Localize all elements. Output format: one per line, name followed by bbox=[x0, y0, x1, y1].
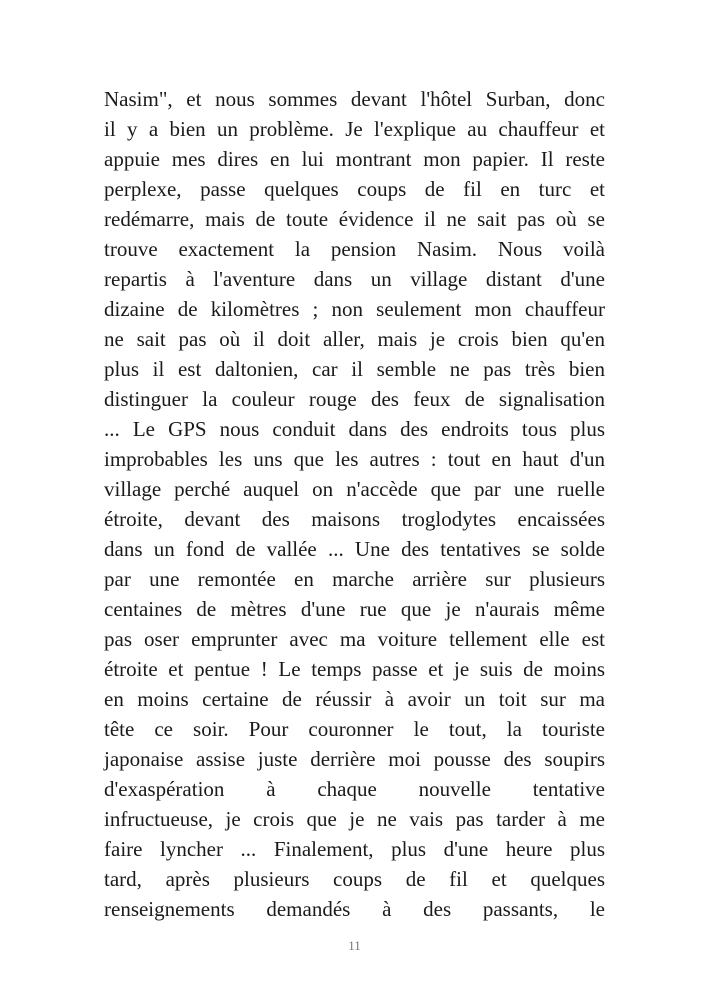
text-line: dizaine de kilomètres ; non seulement mon chauffeur bbox=[104, 297, 605, 321]
text-line: en moins certaine de réussir à avoir un toit sur ma bbox=[104, 687, 605, 711]
text-line: japonaise assise juste derrière moi pousse des soupirs bbox=[104, 747, 605, 771]
text-line: faire lyncher ... Finalement, plus d'une heure plus bbox=[104, 837, 605, 861]
text-line: étroite et pentue ! Le temps passe et je suis de moins bbox=[104, 657, 605, 681]
text-line: improbables les uns que les autres : tout en haut d'un bbox=[104, 447, 605, 471]
body-text bbox=[104, 84, 605, 924]
text-line: plus il est daltonien, car il semble ne pas très bien bbox=[104, 357, 605, 381]
text-line: dans un fond de vallée ... Une des tentatives se solde bbox=[104, 537, 605, 561]
text-line: tard, après plusieurs coups de fil et quelques bbox=[104, 867, 605, 891]
text-line: centaines de mètres d'une rue que je n'aurais même bbox=[104, 597, 605, 621]
text-line: infructueuse, je crois que je ne vais pas tarder à me bbox=[104, 807, 605, 831]
text-line: distinguer la couleur rouge des feux de signalisation bbox=[104, 387, 605, 411]
text-line: ne sait pas où il doit aller, mais je crois bien qu'en bbox=[104, 327, 605, 351]
text-line: Nasim", et nous sommes devant l'hôtel Surban, donc bbox=[104, 87, 605, 111]
text-line: ... Le GPS nous conduit dans des endroits tous plus bbox=[104, 417, 605, 441]
text-line: appuie mes dires en lui montrant mon papier. Il reste bbox=[104, 147, 605, 171]
text-line: il y a bien un problème. Je l'explique au chauffeur et bbox=[104, 117, 605, 141]
text-line: perplexe, passe quelques coups de fil en turc et bbox=[104, 177, 605, 201]
text-line: par une remontée en marche arrière sur plusieurs bbox=[104, 567, 605, 591]
text-line: étroite, devant des maisons troglodytes encaissées bbox=[104, 507, 605, 531]
text-line: d'exaspération à chaque nouvelle tentative bbox=[104, 777, 605, 801]
text-line: trouve exactement la pension Nasim. Nous voilà bbox=[104, 237, 605, 261]
text-line: pas oser emprunter avec ma voiture tellement elle est bbox=[104, 627, 605, 651]
text-line: redémarre, mais de toute évidence il ne sait pas où se bbox=[104, 207, 605, 231]
text-line: repartis à l'aventure dans un village distant d'une bbox=[104, 267, 605, 291]
text-line: renseignements demandés à des passants, le bbox=[104, 897, 605, 921]
text-line: tête ce soir. Pour couronner le tout, la touriste bbox=[104, 717, 605, 741]
page-number: 11 bbox=[348, 938, 361, 953]
text-line: village perché auquel on n'accède que par une ruelle bbox=[104, 477, 605, 501]
